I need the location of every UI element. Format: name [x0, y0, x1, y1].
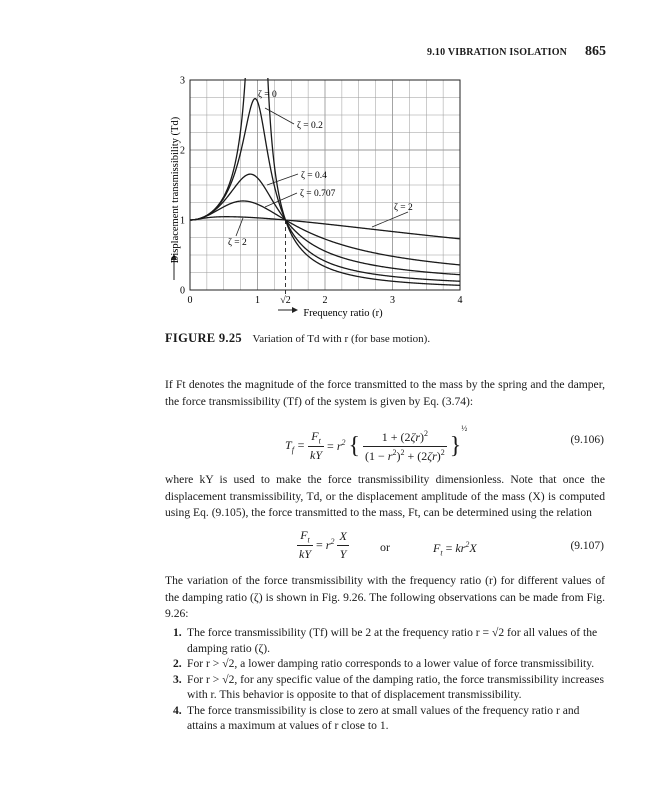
chart-annotations [228, 89, 413, 248]
annotation-label: ζ = 2 [394, 203, 413, 213]
paragraph-dimensionless: where kY is used to make the force transmissibility dimensionless. Note that once the displacement transmissibility, Td, or the displacement amplitude of the mass (X) is computed using Eq. (9.105), the force transmitted to the mass, Ft, can be determined using the relation [165, 473, 605, 519]
y-tick-label: 2 [180, 145, 185, 157]
equation-9-106: $T_f$ = $\frac{F_t}{kY}$ = $r^2$ { $\frac{1 + (2\zeta r)^2}{(1 - r^2)^2 + (2\zeta r)^2}$ }$^{\frac{1}{2}}$ (9.106) [285, 424, 604, 463]
figure-caption [165, 331, 615, 346]
figure-caption-text: Variation of Td with r (for base motion). [252, 333, 431, 345]
annotation-leader [236, 218, 243, 236]
list-item [165, 672, 605, 703]
x-tick-label: √2 [280, 295, 291, 306]
y-tick-label: 1 [180, 215, 185, 227]
x-tick-label: 4 [457, 295, 463, 306]
list-item-text: The force transmissibility is close to zero at small values of the frequency ratio r and attains a maximum at values of r close to 1. [187, 703, 580, 732]
list-item-text: For r > √2, a lower damping ratio corresponds to a lower value of force transmissibility. [187, 657, 595, 670]
y-tick-label: 3 [180, 75, 185, 87]
x-axis-label: Frequency ratio (r) [303, 308, 383, 319]
list-item-number: 4. [173, 703, 182, 717]
list-item-number: 3. [173, 672, 182, 686]
x-axis-arrow-head [292, 307, 298, 313]
list-item-number: 2. [173, 657, 182, 670]
annotation-label: ζ = 0 [258, 90, 277, 100]
x-tick-label: 0 [187, 295, 193, 306]
paragraph-variation: The variation of the force transmissibility with the frequency ratio (r) for different values of the damping ratio (ζ) is shown in Fig. 9.26. The following observations can be made from Fig. 9.26: [165, 574, 605, 620]
list-item [165, 656, 605, 672]
annotation-leader [372, 212, 408, 227]
annotation-label: ζ = 0.707 [300, 189, 336, 199]
page-number: 865 [585, 44, 606, 59]
y-axis-label: Displacement transmissibility (Td) [170, 116, 181, 264]
figure-label: FIGURE 9.25 [165, 331, 242, 345]
annotation-label: ζ = 0.4 [301, 171, 327, 181]
curve-zeta-0-left [190, 59, 257, 220]
observations-list [165, 625, 605, 734]
annotation-label: ζ = 2 [228, 238, 247, 248]
equation-number-9-106: (9.106) [570, 434, 604, 446]
y-tick-label: 0 [180, 285, 185, 297]
x-tick-label: 3 [390, 295, 395, 306]
list-item-number: 1. [173, 626, 182, 639]
x-tick-label: 2 [322, 295, 328, 306]
equation-or: or [380, 540, 390, 554]
equation-9-107: $\frac{F_t}{kY}$ = $r^2$ $\frac{X}{Y}$ or $F_t = kr^2X$ (9.107) [299, 528, 604, 562]
list-item [165, 703, 605, 734]
equation-number-9-107: (9.107) [570, 540, 604, 552]
x-tick-label: 1 [255, 295, 260, 306]
list-item [165, 625, 605, 656]
annotation-label: ζ = 0.2 [297, 121, 323, 131]
section-title: 9.10 VIBRATION ISOLATION [427, 47, 568, 58]
paragraph-force-transmissibility: If Ft denotes the magnitude of the force transmitted to the mass by the spring and the damper, the force transmissibility (Tf) of the system is given by Eq. (3.74): [165, 378, 605, 408]
list-item-text: The force transmissibility (Tf) will be 2 at the frequency ratio r = √2 for all values of the damping ratio (ζ). [187, 626, 598, 655]
list-item-text: For r > √2, for any specific value of the damping ratio, the force transmissibility increases with r. This behavior is opposite to that of displacement transmissibility. [187, 672, 604, 701]
transmissibility-chart [0, 0, 645, 330]
